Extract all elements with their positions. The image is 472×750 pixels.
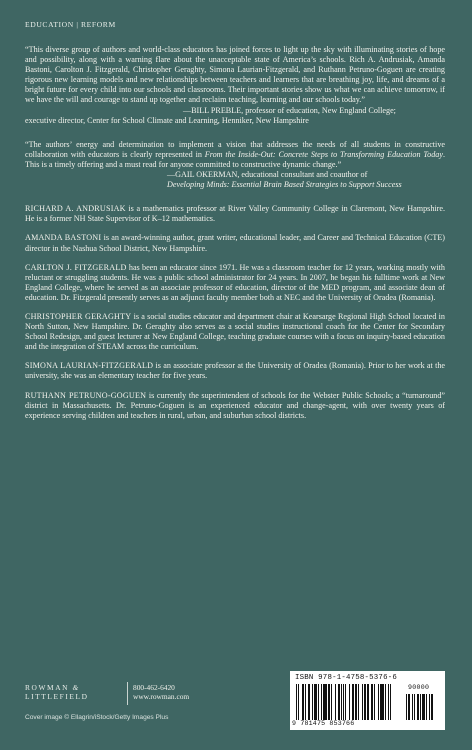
bio-text: is currently the superintendent of schools for the Webster Public Schools; a “turnaround” district in Massachusetts. Dr. Petruno-Goguen is an experienced educator and change-agent, with over twenty years of experience serving children and teachers in rural, urban, and suburban school districts. [25,390,445,420]
isbn-barcode [290,671,445,730]
bio-name: SIMONA LAURIAN-FITZGERALD [25,361,154,371]
praise-okerman [25,140,445,190]
okerman-attribution-2 [25,180,445,190]
okerman-quote-text-a: “The authors’ energy and determination to implement a vision that addresses the needs of all students in constructive collaboration with educators is clearly represented in [25,139,445,159]
publisher-url: www.rowman.com [133,692,190,701]
category-label: EDUCATION | REFORM [25,20,116,29]
barcode-price-code: 90000 [408,684,430,691]
publisher-divider [127,682,128,705]
bio-geraghty [25,312,445,352]
bio-laurian-fitzgerald [25,361,445,381]
bio-text: is an associate professor at the University of Oradea (Romania). Prior to her work at the university, she was an elementary teacher for five years. [25,361,446,381]
barcode-digits: 9 781475 853766 [292,720,355,727]
bio-bastoni [25,233,445,253]
author-bios [25,204,445,421]
bio-text: is a mathematics professor at River Valley Community College in Claremont, New Hampshire. He is a former NH State Supervisor of K–12 mathematics. [25,204,445,224]
isbn-number: ISBN 978-1-4758-5376-6 [295,674,397,682]
bio-name: AMANDA BASTONI [25,233,102,243]
okerman-quote-text-b: . This is a timely offering and a must read for anyone committed to constructive dynamic change.” [25,149,445,169]
cover-footer [25,672,445,732]
publisher-phone: 800-462-6420 [133,683,175,692]
bio-andrusiak [25,204,445,224]
praise-preble [25,45,445,126]
okerman-book-title: Developing Minds: Essential Brain Based Strategies to Support Success [167,180,402,190]
bio-name: RICHARD A. ANDRUSIAK [25,204,126,214]
bio-petruno-goguen [25,391,445,421]
publisher-line-2: LITTLEFIELD [25,692,89,701]
preble-quote: “This diverse group of authors and world-class educators has joined forces to light up the sky with illuminating stories of hope and possibility, along with a warning flare about the unacceptable state of America’s schools. Rich A. Andrusiak, Amanda Bastoni, Carolton J. Fitzgerald, Christopher Geraghty, Simona Laurian-Fitzgerald, and Ruthann Petruno-Goguen are creating rigorous new learning models and new relationships between teachers and learners that are breathing joy, life, and dreams of a bright future for every child into our schools and classrooms. Their important stories show us what we can achieve tomorrow, if we have the will and courage to stand up together and reclaim teaching, learning and our schools today.” [25,45,445,105]
preble-attribution-2: executive director, Center for School Climate and Learning, Henniker, New Hampshire [25,115,309,125]
bio-name: CHRISTOPHER GERAGHTY [25,311,132,321]
bio-text: has been an educator since 1971. He was a classroom teacher for 12 years, working mostly with reluctant or struggling students. He was a public school administrator for 24 years. In 2007, he began his fulltime work at New England College, where he served as an associate professor of education, director of the MED program, and associate dean of education. Dr. Fitzgerald presently serves as an adjunct faculty member both at NEC and the University of Oradea (Romania). [25,262,445,302]
publisher-line-1: ROWMAN & [25,683,79,692]
okerman-quote [25,140,445,170]
preble-attribution-1: —BILL PREBLE, professor of education, New England College; [183,105,396,115]
barcode-bars [296,684,400,720]
publisher-contact [133,683,189,701]
publisher-ampersand: & [72,683,79,692]
bio-name: RUTHANN PETRUNO-GOGUEN [25,390,147,400]
cover-text [25,45,445,430]
bio-name: CARLTON J. FITZGERALD [25,262,127,272]
bio-text: is an award-winning author, grant writer, educational leader, and Career and Technical Education (CTE) director in the Nashua School District, New Hampshire. [25,233,446,253]
publisher-logo [25,683,125,701]
book-title: From the Inside-Out: Concrete Steps to Transforming Education Today [204,149,443,159]
barcode-supplement-bars [406,694,438,720]
okerman-attribution-1: —GAIL OKERMAN, educational consultant and coauthor of [167,170,368,180]
cover-image-credit: Cover image © Ellagrin/iStock/Getty Images Plus [25,714,169,721]
bio-text: is a social studies educator and department chair at Kearsarge Regional High School located in North Sutton, New Hampshire. Dr. Geraghty also serves as a social studies instructional coach for the Center for Secondary School Redesign, and guest lecturer at New England College, teaching graduate courses with a focus on inquiry-based education and the integration of STEAM across the curriculum. [25,311,445,352]
bio-fitzgerald [25,263,445,303]
